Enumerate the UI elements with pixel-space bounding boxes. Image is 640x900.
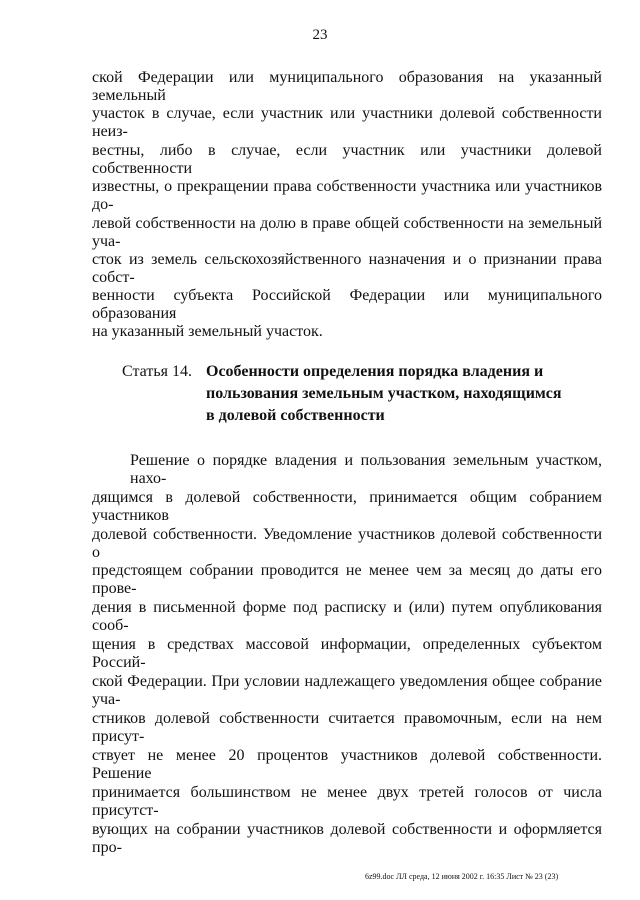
text-line: участок в случае, если участник или участники долевой собственности неиз-	[92, 105, 602, 140]
text-line: известны, о прекращении права собственности участника или участников до-	[92, 178, 602, 213]
page-number: 23	[312, 27, 328, 43]
text-line: дящимся в долевой собственности, принимается общим собранием участников	[92, 489, 602, 524]
text-line: вестны, либо в случае, если участник или участники долевой собственности	[92, 142, 602, 177]
text-line: щения в средствах массовой информации, определенных субъектом Россий-	[92, 636, 602, 671]
text-line: ской Федерации или муниципального образования на указанный земельный	[92, 69, 602, 104]
document-footer: 6z99.doc ЛЛ среда, 12 июня 2002 г. 16:35 Лист № 23 (23)	[365, 872, 559, 881]
text-line: Решение о порядке владения и пользования земельным участком, нахо-	[130, 452, 602, 487]
text-line: на указанный земельный участок.	[92, 323, 323, 340]
text-line: принимается большинством не менее двух третей голосов от числа присутст-	[92, 784, 602, 819]
text-line: предстоящем собрании проводится не менее чем за месяц до даты его прове-	[92, 562, 602, 597]
text-line: левой собственности на долю в праве общей собственности на земельный уча-	[92, 215, 602, 250]
text-line: дения в письменной форме под расписку и (или) путем опубликования сооб-	[92, 599, 602, 634]
text-line: сток из земель сельскохозяйственного назначения и о признании права собст-	[92, 251, 602, 286]
text-line: стников долевой собственности считается правомочным, если на нем присут-	[92, 710, 602, 745]
text-line: долевой собственности. Уведомление участников долевой собственности о	[92, 526, 602, 561]
text-line: ской Федерации. При условии надлежащего уведомления общее собрание уча-	[92, 673, 602, 708]
article-title-line: пользования земельным участком, находящимся	[206, 385, 562, 402]
text-line: ствует не менее 20 процентов участников долевой собственности. Решение	[92, 747, 602, 782]
text-line: венности субъекта Российской Федерации или муниципального образования	[92, 287, 602, 322]
article-title-line: в долевой собственности	[206, 407, 385, 424]
article-label: Статья 14.	[122, 363, 192, 380]
text-line: вующих на собрании участников долевой собственности и оформляется про-	[92, 821, 602, 856]
article-title-line: Особенности определения порядка владения и	[206, 363, 544, 380]
